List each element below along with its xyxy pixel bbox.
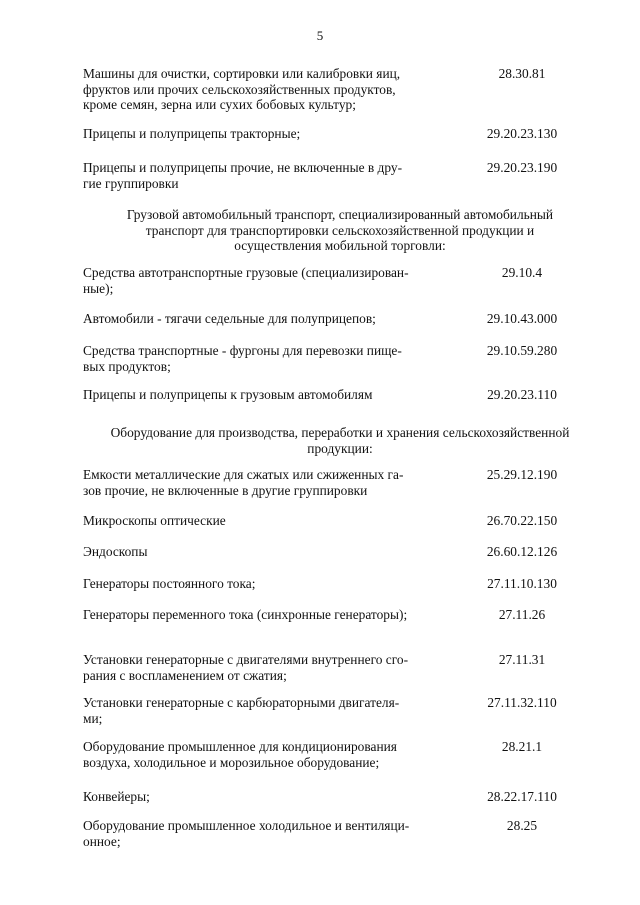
item-description: Автомобили - тягачи седельные для полуприцепов;	[83, 311, 376, 326]
item-code: 28.22.17.110	[487, 789, 557, 804]
item-description: Конвейеры;	[83, 789, 150, 804]
item-code: 27.11.32.110	[487, 695, 557, 710]
item-code: 29.10.43.000	[486, 311, 558, 326]
item-description: Средства транспортные - фургоны для перевозки пище- вых продуктов;	[83, 343, 402, 374]
item-code: 29.10.59.280	[486, 343, 558, 358]
item-description: Генераторы постоянного тока;	[83, 576, 256, 591]
page-number: 5	[316, 28, 324, 43]
item-code: 28.25	[506, 818, 538, 833]
item-description: Оборудование промышленное для кондиционирования воздуха, холодильное и морозильное оборудование;	[83, 739, 397, 770]
item-code: 27.11.26	[498, 607, 546, 622]
item-description: Генераторы переменного тока (синхронные генераторы);	[83, 607, 408, 622]
item-description: Прицепы и полуприцепы прочие, не включенные в дру- гие группировки	[83, 160, 403, 191]
item-code: 29.20.23.110	[487, 387, 557, 402]
item-code: 27.11.31	[498, 652, 546, 667]
item-description: Емкости металлические для сжатых или сжиженных га- зов прочие, не включенные в другие группировки	[83, 467, 404, 498]
item-description: Средства автотранспортные грузовые (специализирован- ные);	[83, 265, 409, 296]
section-heading: Оборудование для производства, переработки и хранения сельскохозяйственной продукции:	[110, 425, 570, 456]
item-code: 27.11.10.130	[487, 576, 557, 591]
item-code: 26.70.22.150	[486, 513, 558, 528]
item-description: Оборудование промышленное холодильное и вентиляци- онное;	[83, 818, 410, 849]
item-description: Прицепы и полуприцепы к грузовым автомобилям	[83, 387, 373, 402]
item-code: 25.29.12.190	[486, 467, 558, 482]
item-description: Эндоскопы	[83, 544, 148, 559]
item-code: 28.21.1	[501, 739, 543, 754]
item-code: 29.20.23.130	[486, 126, 558, 141]
item-description: Прицепы и полуприцепы тракторные;	[83, 126, 301, 141]
item-description: Установки генераторные с двигателями внутреннего сго- рания с воспламенением от сжатия;	[83, 652, 409, 683]
item-code: 29.10.4	[501, 265, 543, 280]
item-code: 26.60.12.126	[486, 544, 558, 559]
item-code: 28.30.81	[498, 66, 546, 81]
item-description: Установки генераторные с карбюраторными двигателя- ми;	[83, 695, 400, 726]
item-description: Машины для очистки, сортировки или калибровки яиц, фруктов или прочих сельскохозяйственных продуктов, кроме семян, зерна или сухих бобовых культур;	[83, 66, 401, 113]
item-code: 29.20.23.190	[486, 160, 558, 175]
item-description: Микроскопы оптические	[83, 513, 226, 528]
section-heading: Грузовой автомобильный транспорт, специализированный автомобильный транспорт для транспортировки сельскохозяйственной продукции и осуществления мобильной торговли:	[126, 207, 554, 254]
